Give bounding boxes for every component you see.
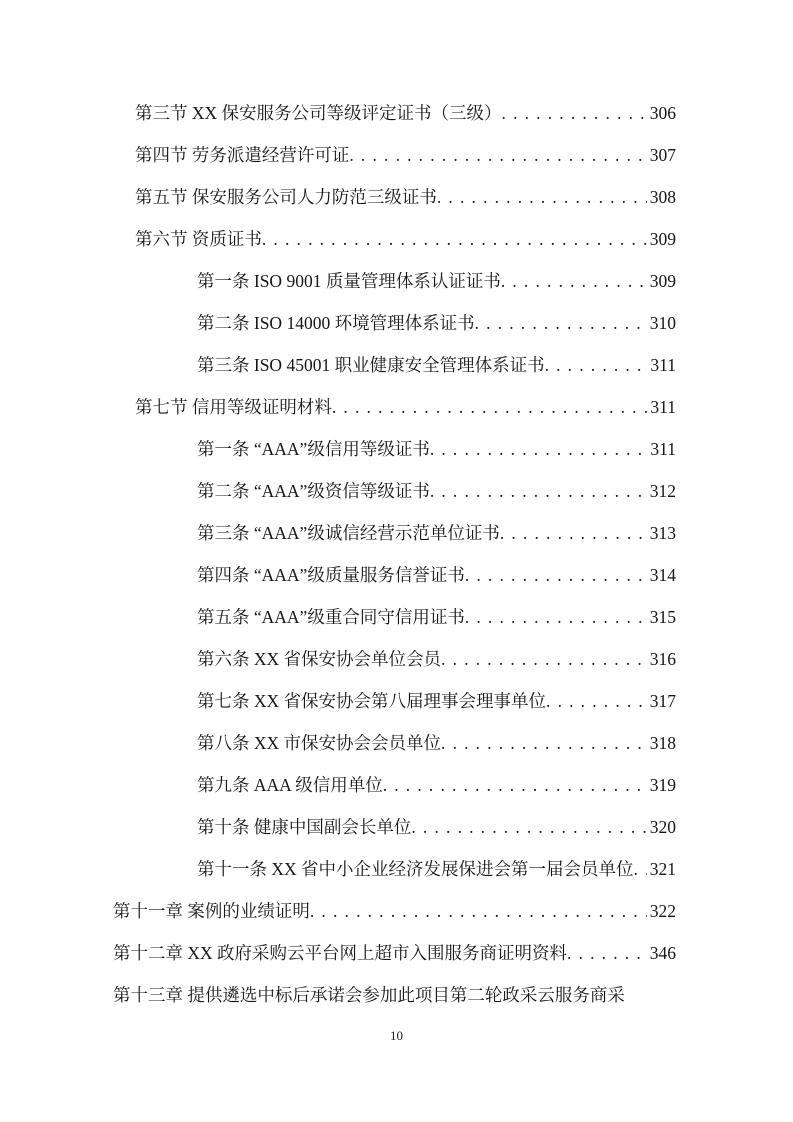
toc-entry[interactable]: [113, 218, 676, 260]
toc-page-number: 318: [649, 733, 676, 753]
toc-page-number: 346: [649, 943, 676, 963]
toc-entry[interactable]: [113, 932, 676, 974]
toc-dot-leader: [411, 806, 646, 848]
toc-entry[interactable]: [113, 260, 676, 302]
toc-entry-title: 第一条 “AAA”级信用等级证书: [197, 439, 430, 459]
toc-entry-title: 第七条 XX 省保安协会第八届理事会理事单位: [197, 691, 547, 711]
toc-page-number: 317: [649, 691, 676, 711]
toc-page-number: 310: [649, 313, 676, 333]
toc-entry-title: 第三条 ISO 45001 职业健康安全管理体系证书: [197, 355, 545, 375]
toc-entry-title: 第十一章 案例的业绩证明: [113, 901, 310, 921]
toc-page-number: 320: [649, 817, 676, 837]
toc-dot-leader: [441, 722, 647, 764]
footer-page-number: 10: [390, 1028, 403, 1043]
toc-page-number: 313: [649, 523, 676, 543]
toc-page-number: 314: [649, 565, 676, 585]
toc-page-number: 309: [649, 229, 676, 249]
toc-entry-title: 第二条 “AAA”级资信等级证书: [197, 481, 430, 501]
toc-entry-title: 第六节 资质证书: [135, 229, 262, 249]
toc-dot-leader: [546, 680, 647, 722]
toc-entry-title: 第三条 “AAA”级诚信经营示范单位证书: [197, 523, 500, 543]
toc-entry[interactable]: [113, 512, 676, 554]
toc-entry[interactable]: [113, 428, 676, 470]
toc-entry-title: 第七节 信用等级证明材料: [135, 397, 332, 417]
toc-dot-leader: [465, 554, 647, 596]
toc-dot-leader: [383, 764, 647, 806]
toc-dot-leader: [500, 512, 647, 554]
toc-entry[interactable]: [113, 974, 676, 1016]
toc-entry[interactable]: [113, 176, 676, 218]
toc-dot-leader: [502, 92, 647, 134]
toc-dot-leader: [441, 638, 647, 680]
table-of-contents: [113, 92, 676, 1016]
toc-entry[interactable]: [113, 596, 676, 638]
toc-entry[interactable]: [113, 344, 676, 386]
toc-entry-title: 第十二章 XX 政府采购云平台网上超市入围服务商证明资料: [113, 943, 568, 963]
toc-entry-title: 第三节 XX 保安服务公司等级评定证书（三级）: [135, 103, 502, 123]
toc-dot-leader: [262, 218, 647, 260]
toc-dot-leader: [437, 176, 647, 218]
toc-dot-leader: [501, 260, 647, 302]
toc-entry[interactable]: [113, 638, 676, 680]
toc-entry-title: 第五条 “AAA”级重合同守信用证书: [197, 607, 465, 627]
toc-entry[interactable]: [113, 722, 676, 764]
toc-entry-title: 第四条 “AAA”级质量服务信誉证书: [197, 565, 465, 585]
toc-entry-title: 第十一条 XX 省中小企业经济发展保进会第一届会员单位: [197, 859, 634, 879]
toc-entry-title: 第十三章 提供遴选中标后承诺会参加此项目第二轮政采云服务商采: [113, 985, 625, 1005]
toc-dot-leader: [475, 302, 647, 344]
toc-entry[interactable]: [113, 386, 676, 428]
toc-dot-leader: [465, 596, 647, 638]
toc-entry[interactable]: [113, 302, 676, 344]
toc-entry-title: 第五节 保安服务公司人力防范三级证书: [135, 187, 437, 207]
toc-dot-leader: [332, 386, 648, 428]
toc-entry-title: 第六条 XX 省保安协会单位会员: [197, 649, 442, 669]
toc-entry[interactable]: [113, 134, 676, 176]
toc-entry[interactable]: [113, 890, 676, 932]
toc-entry[interactable]: [113, 92, 676, 134]
toc-dot-leader: [634, 848, 647, 890]
toc-entry[interactable]: [113, 470, 676, 512]
toc-page-number: 306: [649, 103, 676, 123]
toc-dot-leader: [349, 134, 646, 176]
toc-entry-title: 第二条 ISO 14000 环境管理体系证书: [197, 313, 475, 333]
toc-entry[interactable]: [113, 764, 676, 806]
toc-entry-title: 第十条 健康中国副会长单位: [197, 817, 412, 837]
toc-entry[interactable]: [113, 806, 676, 848]
toc-page-number: 316: [649, 649, 676, 669]
toc-page-number: 319: [649, 775, 676, 795]
toc-page-number: 308: [649, 187, 676, 207]
toc-dot-leader: [430, 470, 647, 512]
toc-entry-title: 第八条 XX 市保安协会会员单位: [197, 733, 442, 753]
toc-entry-title: 第一条 ISO 9001 质量管理体系认证证书: [197, 271, 501, 291]
toc-page-number: 311: [650, 397, 676, 417]
toc-entry[interactable]: [113, 554, 676, 596]
toc-page-number: 312: [649, 481, 676, 501]
toc-page-number: 315: [649, 607, 676, 627]
toc-page-number: 321: [649, 859, 676, 879]
toc-page-number: 311: [650, 439, 676, 459]
toc-page-number: 307: [649, 145, 676, 165]
toc-page-number: 309: [649, 271, 676, 291]
toc-page-number: 322: [649, 901, 676, 921]
toc-dot-leader: [567, 932, 647, 974]
toc-entry[interactable]: [113, 680, 676, 722]
toc-dot-leader: [545, 344, 648, 386]
toc-entry-title: 第四节 劳务派遣经营许可证: [135, 145, 350, 165]
toc-entry[interactable]: [113, 848, 676, 890]
toc-dot-leader: [430, 428, 648, 470]
toc-dot-leader: [310, 890, 647, 932]
toc-page-number: 311: [650, 355, 676, 375]
toc-entry-title: 第九条 AAA 级信用单位: [197, 775, 383, 795]
